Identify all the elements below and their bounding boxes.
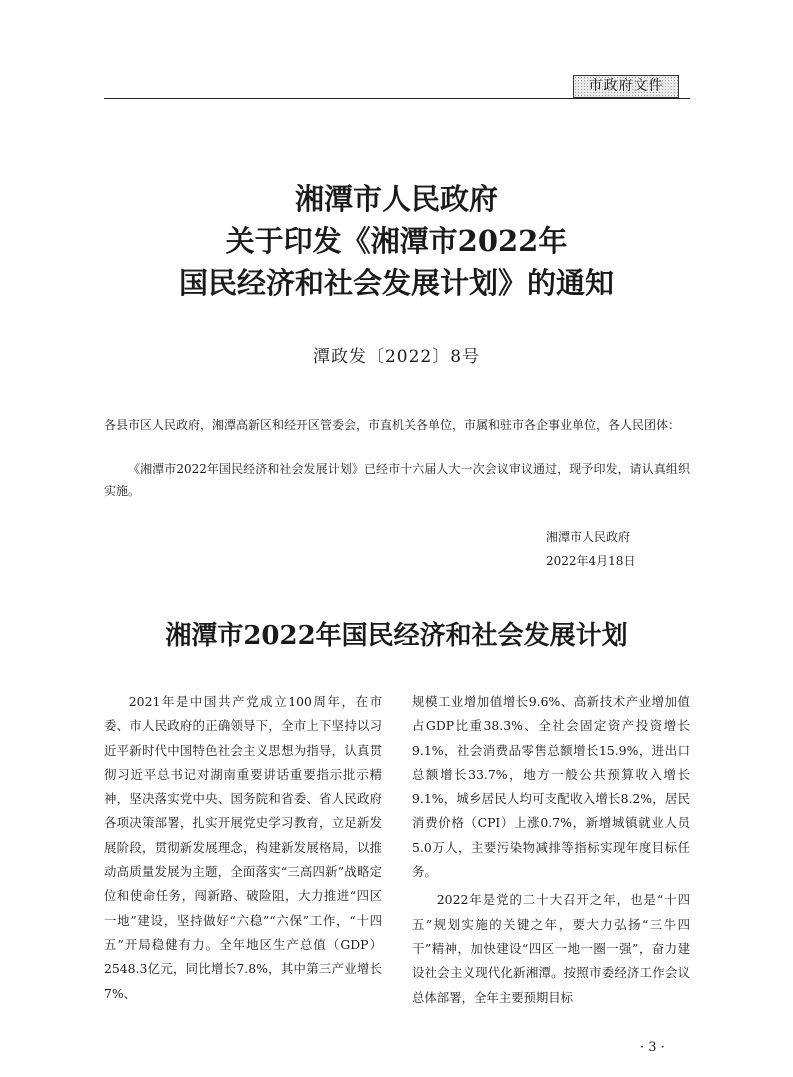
left-column	[104, 690, 382, 1006]
right-column	[412, 690, 690, 1010]
addressee-text: 各县市区人民政府，湘潭高新区和经开区管委会，市直机关各单位，市属和驻市各企事业单位，各人民团体：	[104, 418, 681, 432]
right-paragraph-2: 2022年是党的二十大召开之年，也是“十四五”规划实施的关键之年，要大力弘扬“三牛四干”精神，加快建设“四区一地一圈一强”，奋力建设社会主义现代化新湘潭。按照市委经济工作会议总体部署，全年主要预期目标	[412, 892, 690, 1005]
section-tag: 市政府文件	[573, 75, 679, 98]
left-paragraph: 2021年是中国共产党成立100周年，在市委、市人民政府的正确领导下，全市上下坚持以习近平新时代中国特色社会主义思想为指导，认真贯彻习近平总书记对湖南重要讲话重要指示批示精神，坚决落实党中央、国务院和省委、省人民政府各项决策部署，扎实开展党史学习教育，立足新发展阶段，贯彻新发展理念，构建新发展格局，以推动高质量发展为主题，全面落实“三高四新”战略定位和使命任务，闯新路、破险阻，大力推进“四区一地”建设，坚持做好“六稳”“六保”工作，“十四五”开局稳健有力。全年地区生产总值（GDP）2548.3亿元，同比增长7.8%，其中第三产业增长7%、	[104, 694, 382, 1001]
issue-date: 2022年4月18日	[546, 554, 636, 568]
issuer-name: 湘潭市人民政府	[546, 530, 631, 544]
right-paragraph-continued: 规模工业增加值增长9.6%、高新技术产业增加值占GDP比重38.3%、全社会固定资产投资增长9.1%，社会消费品零售总额增长15.9%，进出口总额增长33.7%，地方一般公共预算收入增长9.1%，城乡居民人均可支配收入增长8.2%，居民消费价格（CPI）上涨0.7%，新增城镇就业人员5.0万人，主要污染物减排等指标实现年度目标任务。	[412, 694, 690, 880]
notice-title-line-2: 关于印发《湘潭市2022年	[225, 224, 568, 258]
notice-title	[120, 178, 673, 304]
page-number: · 3 ·	[640, 1040, 665, 1055]
notice-body-text: 《湘潭市2022年国民经济和社会发展计划》已经市十六届人大一次会议审议通过，现予印发，请认真组织实施。	[104, 462, 690, 498]
document-number: 潭政发〔2022〕8号	[312, 347, 481, 367]
header-divider	[104, 98, 690, 99]
notice-title-line-1: 湘潭市人民政府	[294, 182, 498, 216]
plan-title: 湘潭市2022年国民经济和社会发展计划	[165, 621, 628, 651]
notice-title-line-3: 国民经济和社会发展计划》的通知	[178, 266, 614, 300]
